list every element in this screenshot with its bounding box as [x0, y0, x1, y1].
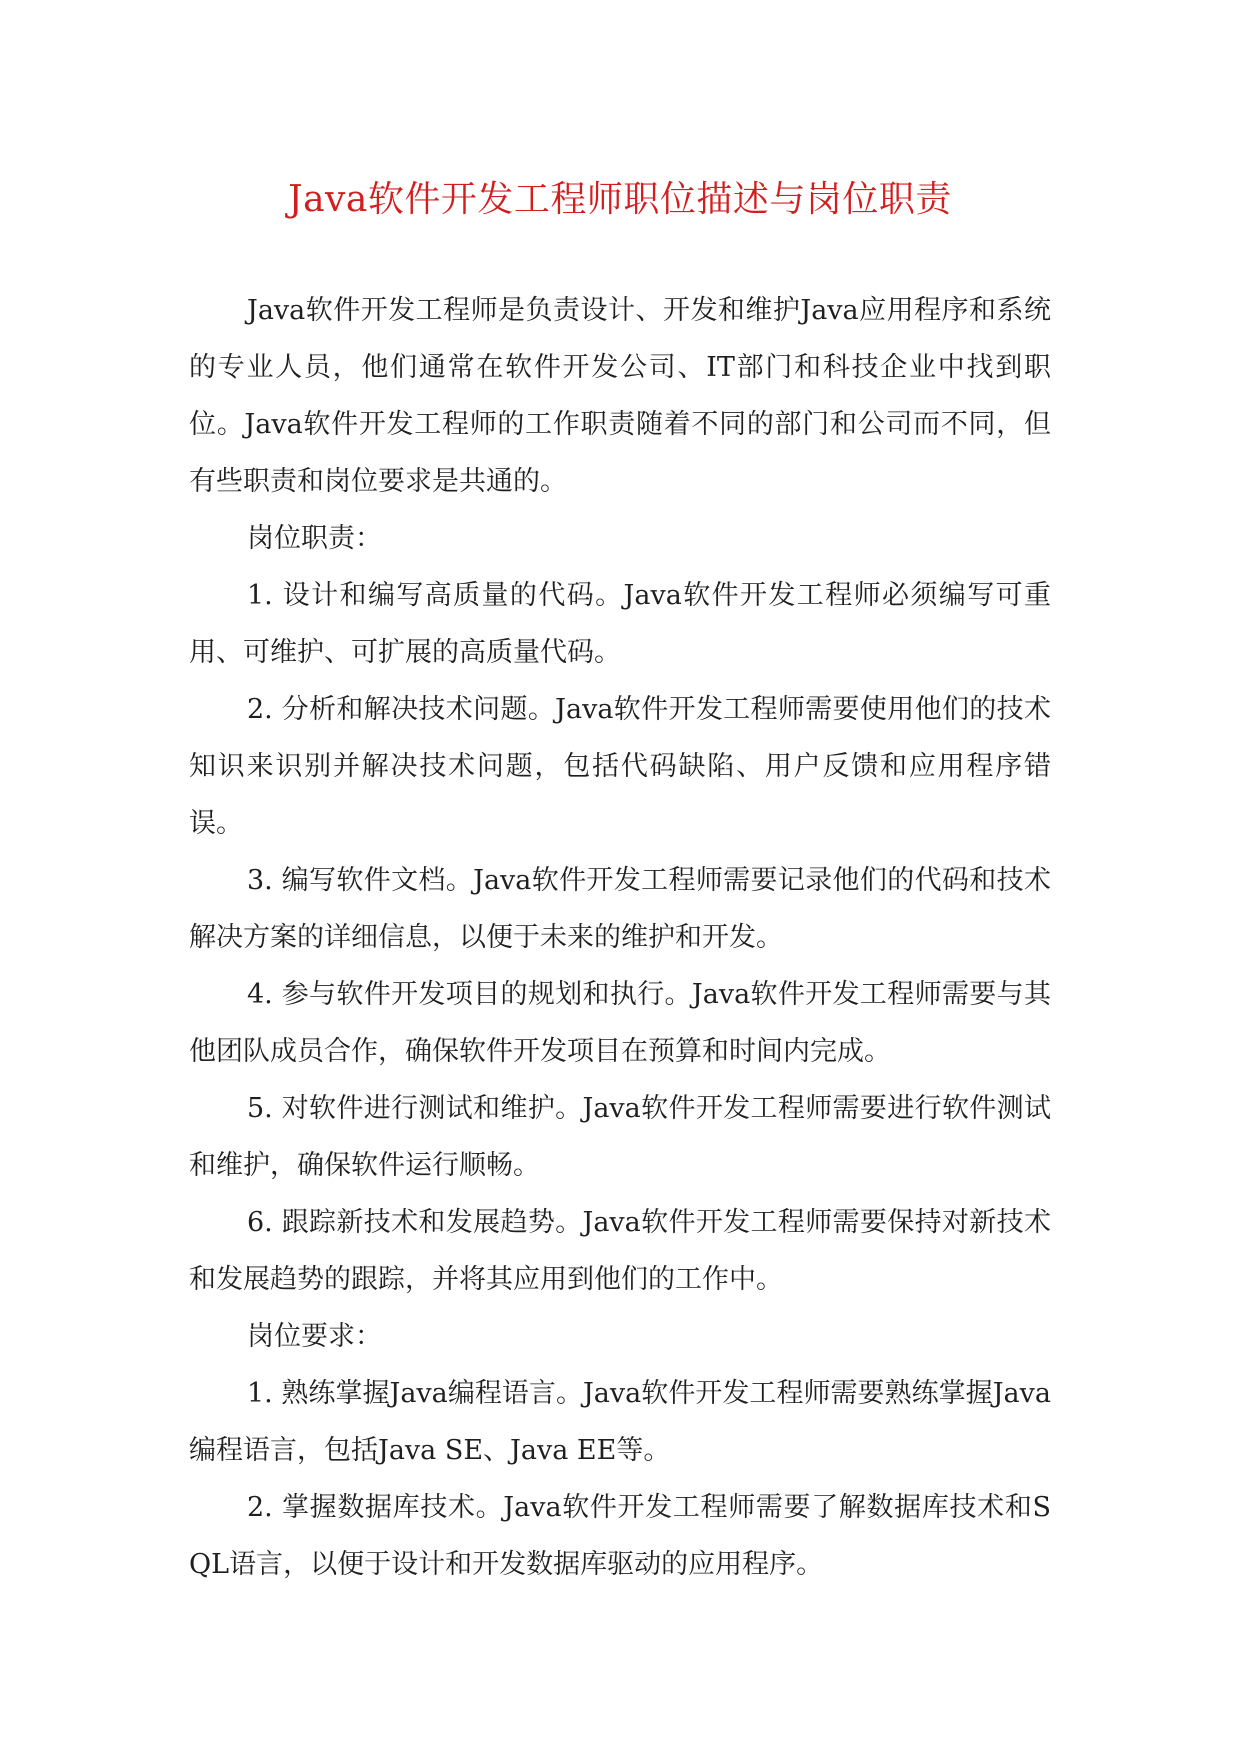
responsibility-item-5: 5. 对软件进行测试和维护。Java软件开发工程师需要进行软件测试和维护，确保软件运行顺畅。: [189, 1093, 1051, 1181]
responsibility-item-2: 2. 分析和解决技术问题。Java软件开发工程师需要使用他们的技术知识来识别并解决技术问题，包括代码缺陷、用户反馈和应用程序错误。: [189, 694, 1051, 839]
responsibility-item-1: 1. 设计和编写高质量的代码。Java软件开发工程师必须编写可重用、可维护、可扩展的高质量代码。: [189, 580, 1051, 668]
responsibility-item-4: 4. 参与软件开发项目的规划和执行。Java软件开发工程师需要与其他团队成员合作，确保软件开发项目在预算和时间内完成。: [189, 979, 1051, 1067]
responsibilities-heading: 岗位职责：: [247, 523, 382, 554]
document-body: [189, 282, 1051, 1593]
document-title: Java软件开发工程师职位描述与岗位职责: [288, 179, 952, 220]
requirement-item-2: 2. 掌握数据库技术。Java软件开发工程师需要了解数据库技术和SQL语言，以便于设计和开发数据库驱动的应用程序。: [189, 1492, 1051, 1580]
responsibility-item-3: 3. 编写软件文档。Java软件开发工程师需要记录他们的代码和技术解决方案的详细信息，以便于未来的维护和开发。: [189, 865, 1051, 953]
responsibility-item-6: 6. 跟踪新技术和发展趋势。Java软件开发工程师需要保持对新技术和发展趋势的跟踪，并将其应用到他们的工作中。: [189, 1207, 1051, 1295]
intro-paragraph: Java软件开发工程师是负责设计、开发和维护Java应用程序和系统的专业人员，他们通常在软件开发公司、IT部门和科技企业中找到职位。Java软件开发工程师的工作职责随着不同的部门和公司而不同，但有些职责和岗位要求是共通的。: [189, 295, 1051, 497]
requirement-item-1: 1. 熟练掌握Java编程语言。Java软件开发工程师需要熟练掌握Java编程语言，包括Java SE、Java EE等。: [189, 1378, 1051, 1466]
requirements-heading: 岗位要求：: [247, 1321, 382, 1352]
